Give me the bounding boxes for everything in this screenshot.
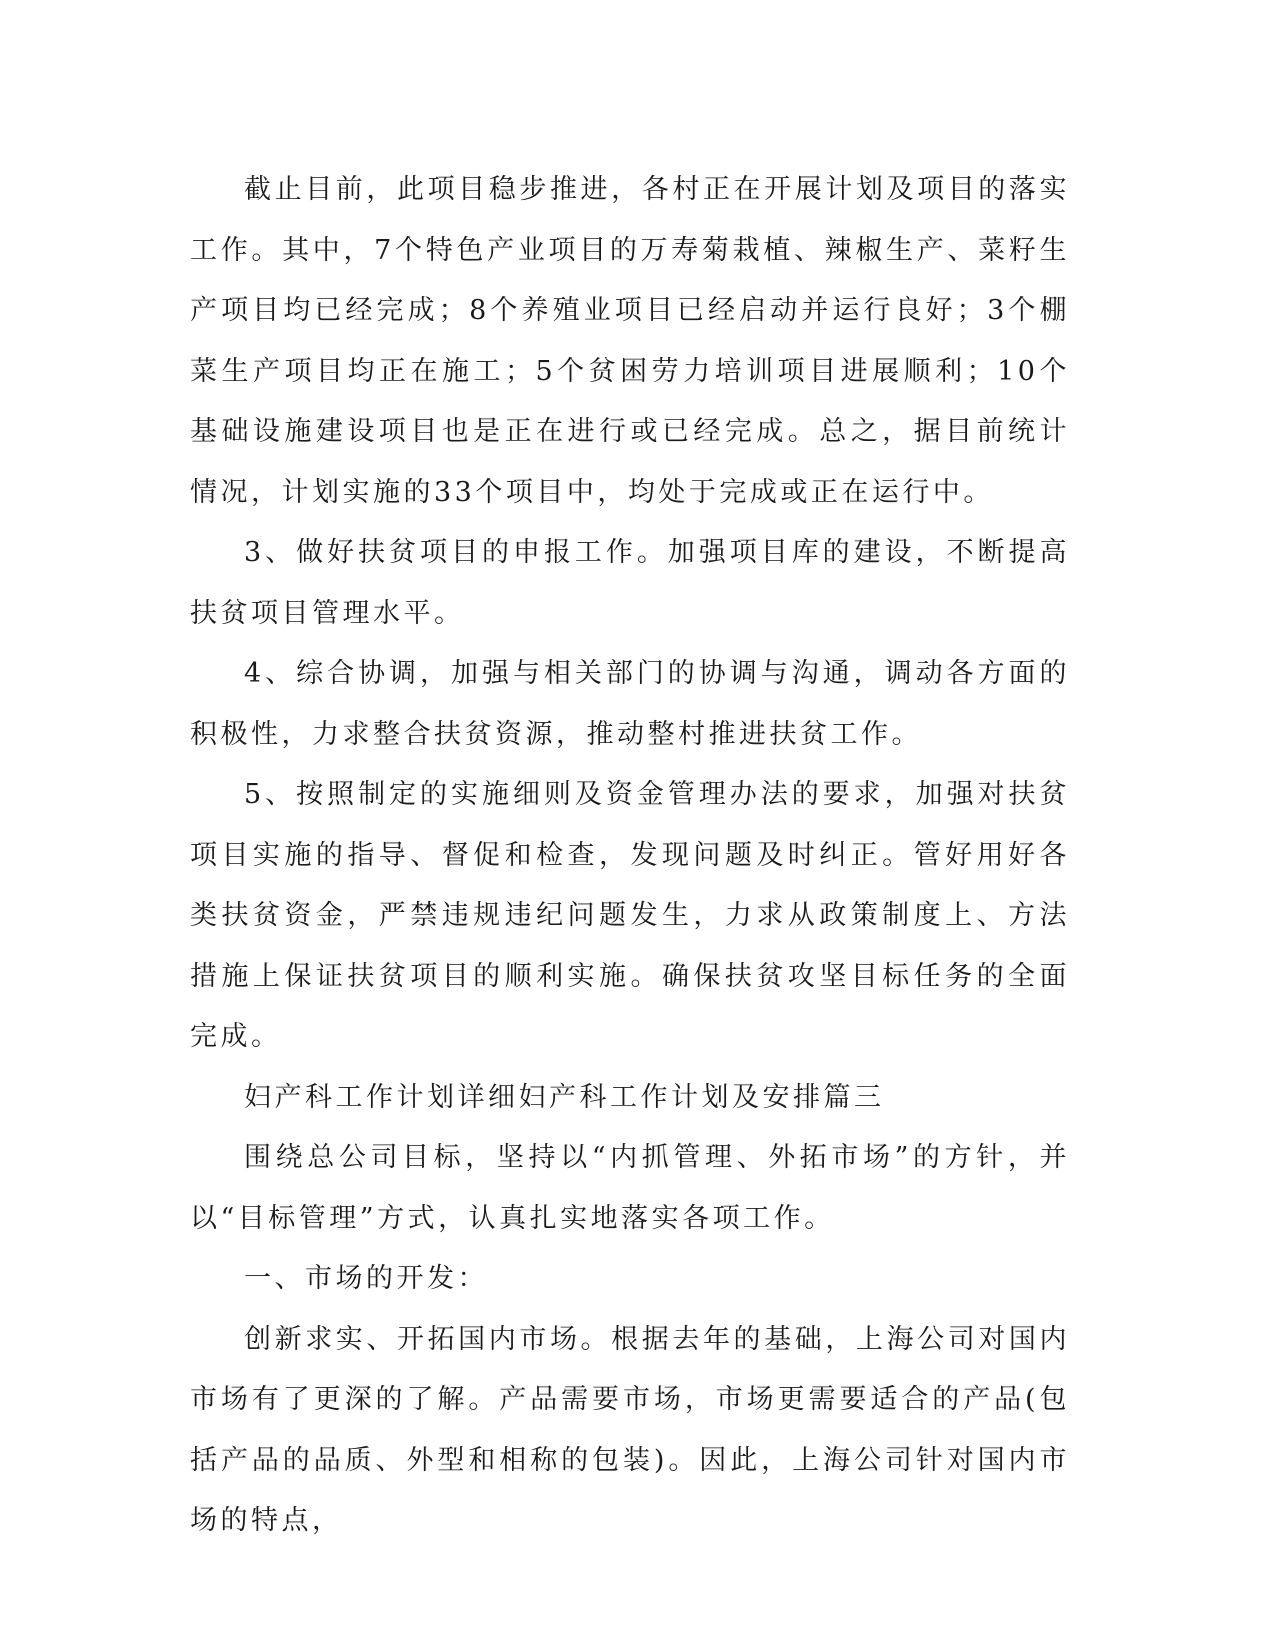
paragraph-project-progress: 截止目前，此项目稳步推进，各村正在开展计划及项目的落实工作。其中，7个特色产业项目的万寿菊栽植、辣椒生产、菜籽生产项目均已经完成；8个养殖业项目已经启动并运行良好；3个棚菜生产项目均正在施工；5个贫困劳力培训项目进展顺利；10个基础设施建设项目也是正在进行或已经完成。总之，据目前统计情况，计划实施的33个项目中，均处于完成或正在运行中。 [190, 174, 1070, 508]
document-body [190, 160, 1070, 1552]
paragraph-item-4: 4、综合协调，加强与相关部门的协调与沟通，调动各方面的积极性，力求整合扶贫资源，推动整村推进扶贫工作。 [190, 658, 1070, 750]
paragraph-item-3: 3、做好扶贫项目的申报工作。加强项目库的建设，不断提高扶贫项目管理水平。 [190, 537, 1070, 629]
paragraph-item-5: 5、按照制定的实施细则及资金管理办法的要求，加强对扶贫项目实施的指导、督促和检查，发现问题及时纠正。管好用好各类扶贫资金，严禁违规违纪问题发生，力求从政策制度上、方法措施上保证扶贫项目的顺利实施。确保扶贫攻坚目标任务的全面完成。 [190, 779, 1070, 1052]
paragraph-goal: 围绕总公司目标，坚持以“内抓管理、外拓市场”的方针，并以“目标管理”方式，认真扎实地落实各项工作。 [190, 1142, 1070, 1234]
paragraph-domestic-market: 创新求实、开拓国内市场。根据去年的基础，上海公司对国内市场有了更深的了解。产品需要市场，市场更需要适合的产品(包括产品的品质、外型和相称的包装)。因此，上海公司针对国内市场的特点， [190, 1323, 1070, 1536]
section-heading: 妇产科工作计划详细妇产科工作计划及安排篇三 [244, 1081, 885, 1113]
subheading-market-development: 一、市场的开发： [244, 1263, 488, 1294]
